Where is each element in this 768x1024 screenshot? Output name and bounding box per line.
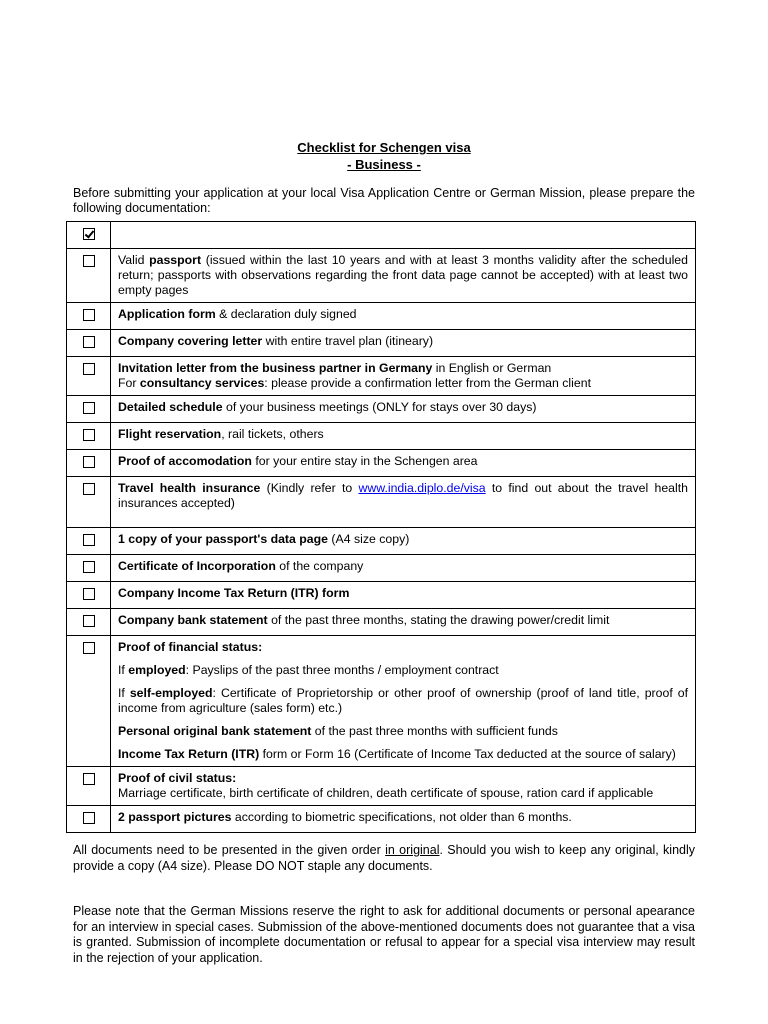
checkbox-cell [67, 357, 111, 396]
requirement-paragraph [118, 640, 688, 655]
document-subtitle: - Business - [347, 157, 421, 172]
requirement-detail: for your entire stay in the Schengen area [251, 454, 478, 468]
checklist-row [67, 636, 696, 767]
checkbox-icon[interactable] [83, 534, 95, 546]
checkbox-cell [67, 330, 111, 357]
requirement-detail: : Payslips of the past three months / employment contract [185, 663, 499, 677]
requirement-heading: consultancy services [139, 376, 265, 390]
requirement-detail: (Kindly refer to [260, 481, 359, 495]
requirement-detail: If [118, 686, 130, 700]
intro-text: Before submitting your application at your local Visa Application Centre or German Mission, please prepare the following documentation: [73, 186, 695, 215]
checkbox-icon[interactable] [83, 255, 95, 267]
requirement-detail: , rail tickets, others [221, 427, 324, 441]
checklist-body [67, 222, 696, 833]
requirement-paragraph [118, 532, 688, 547]
requirement-heading: Application form [118, 307, 216, 321]
requirement-paragraph [118, 334, 688, 349]
checkbox-cell [67, 423, 111, 450]
requirement-heading: Proof of accomodation [118, 454, 252, 468]
checkbox-icon[interactable] [83, 309, 95, 321]
requirement-text-cell [111, 330, 696, 357]
checkbox-cell [67, 477, 111, 528]
checkbox-icon[interactable] [83, 483, 95, 495]
requirement-paragraph [118, 771, 688, 801]
requirement-heading: Personal original bank statement [118, 724, 312, 738]
requirement-paragraph [118, 663, 688, 678]
requirement-detail: according to biometric specifications, not older than 6 months. [231, 810, 572, 824]
footer-note-disclaimer: Please note that the German Missions reserve the right to ask for additional documents or personal apearance for an interview in special cases. Submission of the above-mentioned documents does not guarantee that a visa is granted. Submission of incomplete documentation or refusal to appear for a special visa interview may result in the rejection of your application. [73, 904, 695, 965]
checked-checkbox-icon[interactable] [83, 228, 95, 240]
requirement-text-cell [111, 477, 696, 528]
requirement-heading: Proof of financial status: [118, 640, 263, 654]
requirement-detail: of the past three months with sufficient funds [311, 724, 558, 738]
checkbox-cell [67, 303, 111, 330]
requirement-heading: employed [128, 663, 186, 677]
requirement-text-cell [111, 555, 696, 582]
requirement-heading: Company bank statement [118, 613, 268, 627]
requirement-heading: Company Income Tax Return (ITR) form [118, 586, 350, 600]
requirement-text-cell [111, 767, 696, 806]
checklist-row [67, 528, 696, 555]
requirement-text-cell [111, 222, 696, 249]
requirement-paragraph [118, 361, 688, 391]
checkbox-icon[interactable] [83, 812, 95, 824]
requirement-detail: to find out about the travel health insurances accepted) [118, 481, 688, 510]
requirement-text-cell [111, 423, 696, 450]
requirement-detail: : please provide a confirmation letter from the German client [264, 376, 591, 390]
checkbox-icon[interactable] [83, 615, 95, 627]
requirement-paragraph [118, 810, 688, 825]
document-title: Checklist for Schengen visa [297, 140, 471, 155]
requirement-heading: Proof of civil status: [118, 771, 237, 785]
checklist-row [67, 303, 696, 330]
requirement-paragraph [118, 586, 688, 601]
checklist-row [67, 423, 696, 450]
checklist-row [67, 767, 696, 806]
requirement-paragraph [118, 613, 688, 628]
requirement-detail: If [118, 663, 129, 677]
requirement-heading: 1 copy of your passport's data page [118, 532, 328, 546]
checklist-row [67, 222, 696, 249]
checkbox-cell [67, 249, 111, 303]
checkbox-icon[interactable] [83, 642, 95, 654]
requirement-paragraph [118, 724, 688, 739]
checkbox-icon[interactable] [83, 456, 95, 468]
requirement-heading: self-employed [129, 686, 213, 700]
requirement-text-cell [111, 450, 696, 477]
checkbox-cell [67, 767, 111, 806]
requirement-detail: form or Form 16 (Certificate of Income Tax deducted at the source of salary) [259, 747, 676, 761]
visa-info-link[interactable]: www.india.diplo.de/visa [358, 481, 486, 495]
requirement-text-cell [111, 609, 696, 636]
requirement-detail: with entire travel plan (itineary) [262, 334, 434, 348]
requirement-detail: (A4 size copy) [327, 532, 410, 546]
requirement-paragraph [118, 481, 688, 511]
checklist-row [67, 330, 696, 357]
checkbox-cell [67, 450, 111, 477]
footer-note-underlined: in original [385, 843, 440, 857]
checkbox-icon[interactable] [83, 336, 95, 348]
checklist-row [67, 450, 696, 477]
checkbox-cell [67, 396, 111, 423]
requirement-text-cell [111, 357, 696, 396]
footer-note-after: . Should you wish to keep any original, kindly provide a copy (A4 size). Please DO NOT staple any documents. [73, 843, 695, 873]
requirement-paragraph [118, 686, 688, 716]
checkbox-cell [67, 555, 111, 582]
requirement-heading: Detailed schedule [118, 400, 223, 414]
footer-note-before: All documents need to be presented in the given order [73, 843, 386, 857]
requirement-detail: of your business meetings (ONLY for stays over 30 days) [222, 400, 537, 414]
requirement-paragraph [118, 307, 688, 322]
title-block [0, 139, 768, 173]
requirement-text-cell [111, 528, 696, 555]
checkbox-cell [67, 636, 111, 767]
checklist-row [67, 357, 696, 396]
requirement-heading: passport [149, 253, 202, 267]
requirement-text-cell [111, 636, 696, 767]
requirement-text-cell [111, 249, 696, 303]
checkbox-cell [67, 806, 111, 833]
requirement-detail: Marriage certificate, birth certificate of children, death certificate of spouse, ration card if applicable [118, 786, 654, 800]
checklist-row [67, 249, 696, 303]
requirement-heading: Income Tax Return (ITR) [118, 747, 260, 761]
requirement-paragraph [118, 559, 688, 574]
requirement-heading: Certificate of Incorporation [118, 559, 276, 573]
requirement-detail: For [118, 376, 140, 390]
requirement-paragraph [118, 454, 688, 469]
requirement-heading: Travel health insurance [118, 481, 261, 495]
requirement-detail: (issued within the last 10 years and with at least 3 months validity after the scheduled return; passports with observations regarding the front data page cannot be accepted) with at least two empty pages [118, 253, 688, 297]
checkbox-icon[interactable] [83, 429, 95, 441]
checkbox-icon[interactable] [83, 402, 95, 414]
checkbox-cell [67, 609, 111, 636]
checkbox-icon[interactable] [83, 561, 95, 573]
requirement-detail: : Certificate of Proprietorship or other proof of ownership (proof of land title, proof of income from agriculture (sales form) etc.) [118, 686, 688, 715]
checklist-row [67, 477, 696, 528]
requirement-paragraph [118, 427, 688, 442]
requirement-text-cell [111, 806, 696, 833]
checkbox-icon[interactable] [83, 588, 95, 600]
requirement-detail: & declaration duly signed [215, 307, 357, 321]
requirement-text-cell [111, 396, 696, 423]
requirement-heading: Company covering letter [118, 334, 263, 348]
checkbox-icon[interactable] [83, 773, 95, 785]
requirement-heading: Invitation letter from the business partner in Germany [118, 361, 433, 375]
requirement-heading: 2 passport pictures [118, 810, 232, 824]
checkbox-cell [67, 582, 111, 609]
requirement-detail: of the company [275, 559, 364, 573]
checklist-row [67, 396, 696, 423]
requirement-heading: Flight reservation [118, 427, 222, 441]
requirement-detail: Valid [118, 253, 150, 267]
requirement-detail: of the past three months, stating the drawing power/credit limit [267, 613, 610, 627]
requirement-detail: in English or German [432, 361, 552, 375]
checklist-row [67, 582, 696, 609]
checkbox-icon[interactable] [83, 363, 95, 375]
requirement-paragraph [118, 747, 688, 762]
checklist-row [67, 555, 696, 582]
footer-note-original [73, 842, 695, 874]
checkbox-cell [67, 528, 111, 555]
checklist-row [67, 609, 696, 636]
requirement-paragraph [118, 253, 688, 298]
checklist-row [67, 806, 696, 833]
checklist-table [66, 221, 696, 833]
requirement-text-cell [111, 582, 696, 609]
requirement-paragraph [118, 400, 688, 415]
checkbox-cell [67, 222, 111, 249]
requirement-text-cell [111, 303, 696, 330]
